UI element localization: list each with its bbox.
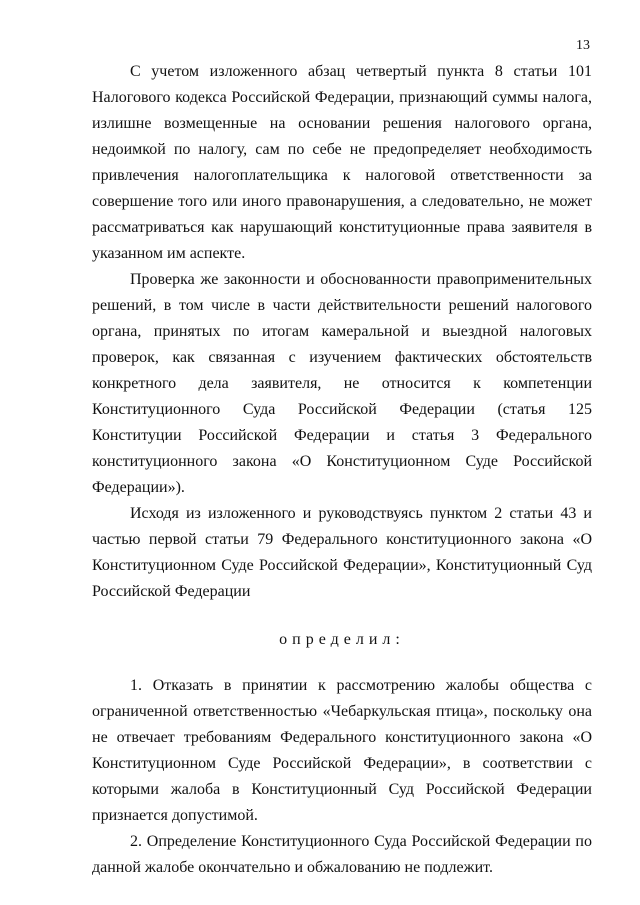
decree-heading: определил: bbox=[279, 631, 405, 648]
paragraph-competence-limits: Проверка же законности и обоснованности правоприменительных решений, в том числе в части действительности решений налогового органа, принятых по итогам камеральной и выездной налоговых проверок, как связанная с изучением фактических обстоятельств конкретного дела заявителя, не относится к компетенции Конституционного Суда Российской Федерации (статья 125 Конституции Российской Федерации и статья 3 Федерального конституционного закона «О Конституционном Суде Российской Федерации»). bbox=[92, 271, 592, 496]
page-number: 13 bbox=[576, 38, 590, 53]
paragraph-legal-basis: Исходя из изложенного и руководствуясь пунктом 2 статьи 43 и частью первой статьи 79 Федерального конституционного закона «О Конституционном Суде Российской Федерации», Конституционный Суд Российской Федерации bbox=[92, 505, 592, 600]
document-body bbox=[92, 59, 592, 881]
ruling-item-2: 2. Определение Конституционного Суда Российской Федерации по данной жалобе окончательно и обжалованию не подлежит. bbox=[92, 833, 592, 876]
paragraph-article-101-analysis: С учетом изложенного абзац четвертый пункта 8 статьи 101 Налогового кодекса Российской Федерации, признающий суммы налога, излишне возмещенные на основании решения налогового органа, недоимкой по налогу, сам по себе не предопределяет необходимость привлечения налогоплательщика к налоговой ответственности за совершение того или иного правонарушения, а следовательно, не может рассматриваться как нарушающий конституционные права заявителя в указанном им аспекте. bbox=[92, 63, 592, 262]
ruling-item-1: 1. Отказать в принятии к рассмотрению жалобы общества с ограниченной ответственностью «Чебаркульская птица», поскольку она не отвечает требованиям Федерального конституционного закона «О Конституционном Суде Российской Федерации», в соответствии с которыми жалоба в Конституционный Суд Российской Федерации признается допустимой. bbox=[92, 677, 592, 824]
